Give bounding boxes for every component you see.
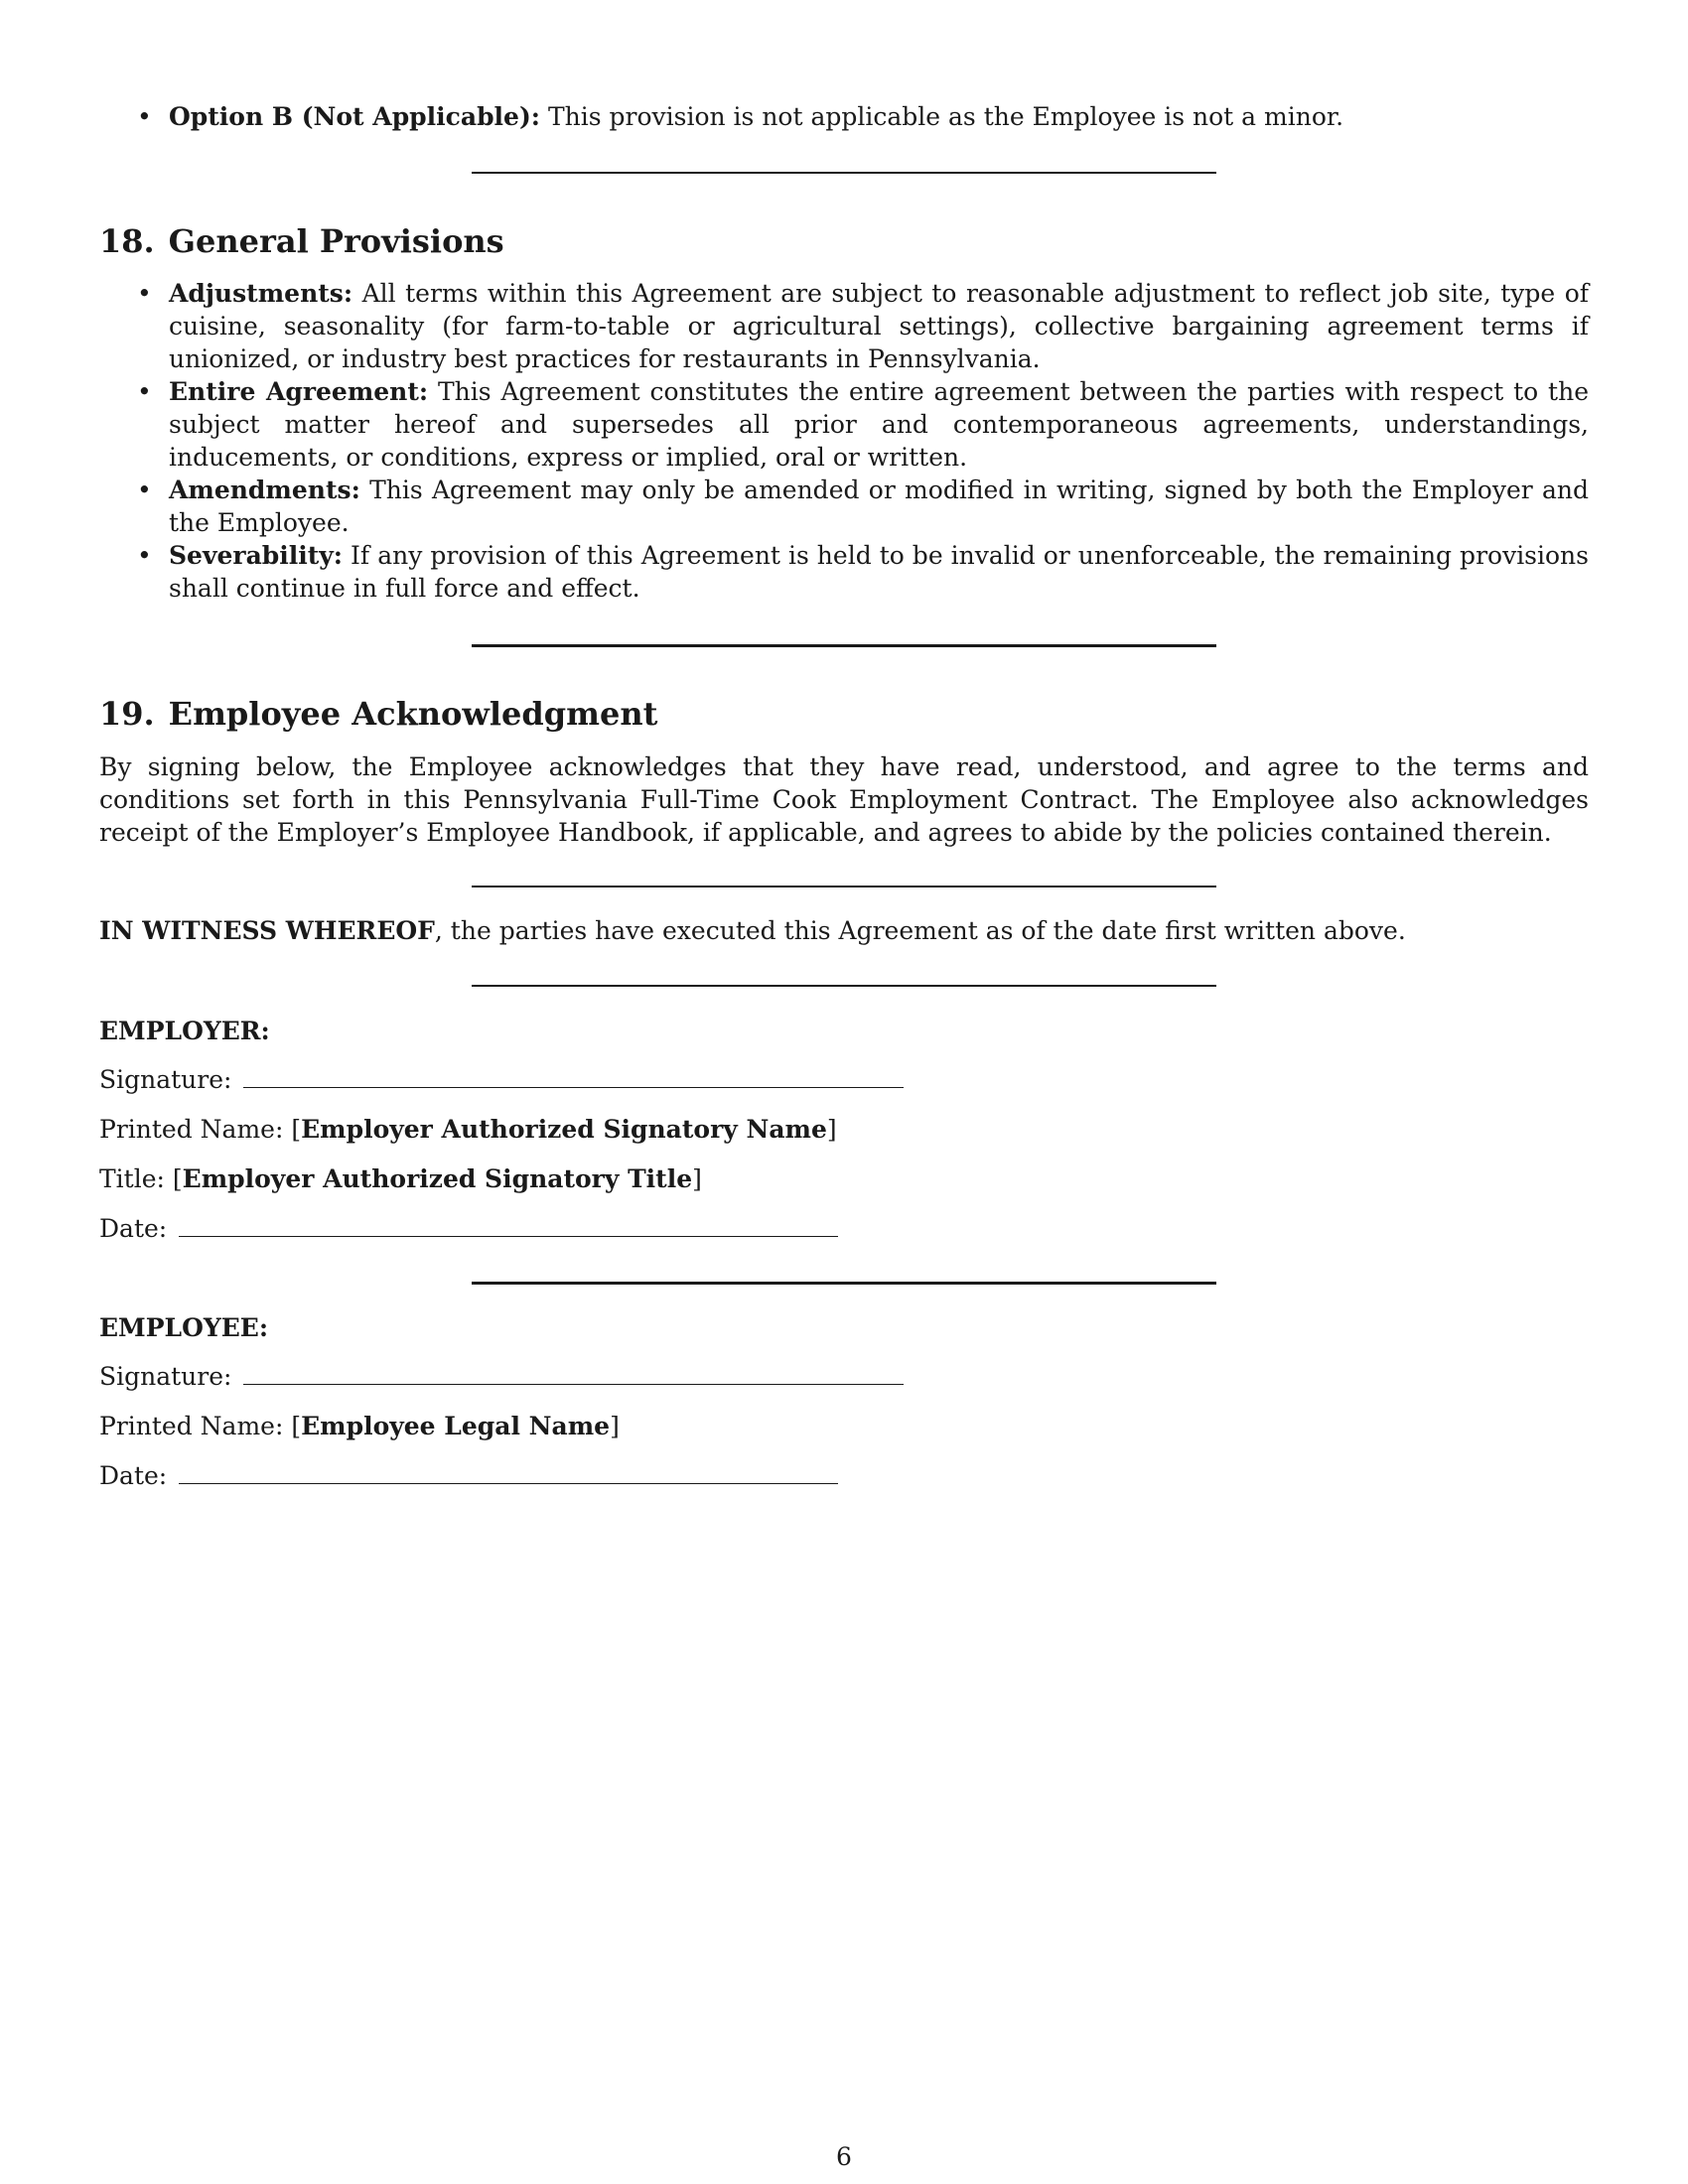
- witness-statement: [99, 914, 1589, 947]
- employee-signature-row: [99, 1360, 904, 1393]
- section-divider: [472, 886, 1216, 887]
- top-bullet-list: [99, 100, 1589, 133]
- employer-title-row: Title: [Employer Authorized Signatory Title]: [99, 1164, 702, 1193]
- list-item: [99, 277, 1589, 375]
- witness-lead: IN WITNESS WHEREOF: [99, 916, 435, 945]
- section-divider: [472, 1282, 1216, 1285]
- bullet-label: Adjustments:: [169, 279, 353, 308]
- section-title: Employee Acknowledgment: [168, 695, 658, 733]
- printed-name-label: Printed Name:: [99, 1412, 284, 1440]
- general-provisions-list: [99, 277, 1589, 605]
- bullet-text: All terms within this Agreement are subject to reasonable adjustment to reflect job site, type of cuisine, seasonality (for farm-to-table or agricultural settings), collective bargaining agreement terms if unionized, or industry best practices for restaurants in Pennsylvania.: [169, 279, 1589, 373]
- section-title: General Provisions: [168, 222, 504, 260]
- bullet-text: This provision is not applicable as the Employee is not a minor.: [540, 102, 1344, 131]
- employee-date-line[interactable]: [179, 1461, 838, 1484]
- list-item: [99, 539, 1589, 605]
- acknowledgment-paragraph: By signing below, the Employee acknowledges that they have read, understood, and agree to the terms and conditions set forth in this Pennsylvania Full-Time Cook Employment Contract. The Employee also acknowledges receipt of the Employer’s Employee Handbook, if applicable, and agrees to abide by the policies contained therein.: [99, 752, 1589, 847]
- list-item: [99, 100, 1589, 133]
- section-divider: [472, 985, 1216, 987]
- employee-heading: EMPLOYEE:: [99, 1313, 269, 1342]
- list-item: [99, 375, 1589, 474]
- employer-heading: EMPLOYER:: [99, 1017, 270, 1045]
- acknowledgment-paragraph-block: [99, 751, 1589, 849]
- section-heading-18: [99, 221, 504, 261]
- signature-label: Signature:: [99, 1362, 232, 1391]
- employee-printed-name-value: Employee Legal Name: [301, 1412, 611, 1440]
- bullet-text: This Agreement constitutes the entire agreement between the parties with respect to the subject matter hereof and supersedes all prior and contemporaneous agreements, understandings, inducements, or conditions, express or implied, oral or written.: [169, 377, 1589, 472]
- employee-date-row: [99, 1459, 838, 1492]
- title-label: Title:: [99, 1164, 165, 1193]
- employee-printed-name-row: Printed Name: [Employee Legal Name]: [99, 1412, 620, 1440]
- employer-printed-name-row: Printed Name: [Employer Authorized Signatory Name]: [99, 1115, 837, 1144]
- date-label: Date:: [99, 1214, 168, 1243]
- bullet-label: Severability:: [169, 541, 344, 570]
- employer-signature-row: [99, 1063, 904, 1096]
- signature-label: Signature:: [99, 1065, 232, 1094]
- employer-signature-line[interactable]: [243, 1065, 904, 1088]
- section-divider: [472, 644, 1216, 647]
- bullet-label: Option B (Not Applicable):: [169, 102, 541, 131]
- employer-title-value: Employer Authorized Signatory Title: [182, 1164, 693, 1193]
- bullet-text: If any provision of this Agreement is held to be invalid or unenforceable, the remaining provisions shall continue in full force and effect.: [169, 541, 1589, 603]
- section-heading-19: [99, 694, 657, 734]
- bullet-label: Entire Agreement:: [169, 377, 429, 406]
- employer-date-row: [99, 1212, 838, 1245]
- section-number: 19.: [99, 695, 155, 733]
- employer-date-line[interactable]: [179, 1214, 838, 1237]
- list-item: [99, 474, 1589, 539]
- section-divider: [472, 172, 1216, 174]
- section-number: 18.: [99, 222, 155, 260]
- employee-signature-line[interactable]: [243, 1362, 904, 1385]
- witness-text: , the parties have executed this Agreement as of the date first written above.: [434, 916, 1406, 945]
- bullet-text: This Agreement may only be amended or modified in writing, signed by both the Employer and the Employee.: [169, 476, 1589, 537]
- employer-printed-name-value: Employer Authorized Signatory Name: [301, 1115, 827, 1144]
- printed-name-label: Printed Name:: [99, 1115, 284, 1144]
- page-number: 6: [836, 2142, 852, 2171]
- date-label: Date:: [99, 1461, 168, 1490]
- bullet-label: Amendments:: [169, 476, 360, 504]
